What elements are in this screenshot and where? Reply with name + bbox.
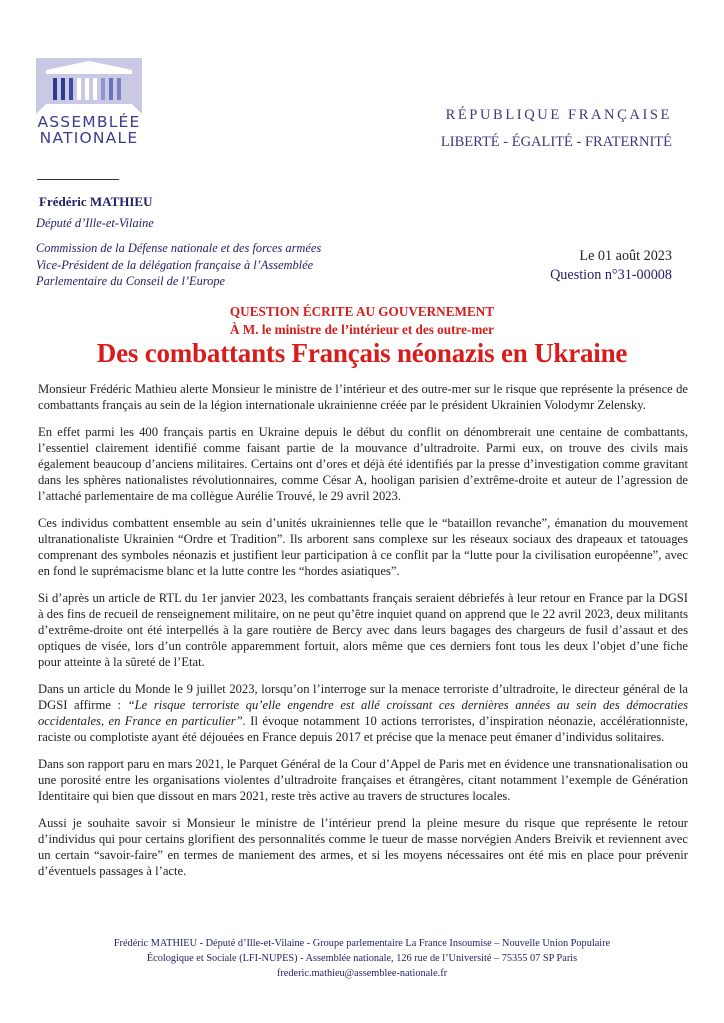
author-vice-president: Vice-Président de la délégation française à l’Assemblée Parlementaire du Conseil de l’Europe <box>36 258 314 288</box>
motto: LIBERTÉ - ÉGALITÉ - FRATERNITÉ <box>440 134 672 150</box>
document-date: Le 01 août 2023 <box>579 248 672 264</box>
paragraph: Ces individus combattent ensemble au sein d’unités ukrainiennes telle que le “bataillon revanche”, émanation du mouvement ultranationaliste Ukrainien “Ordre et Tradition”. Ils arborent sans complexe sur les réseaux sociaux des drapeaux et tatouages comprenant des symboles néonazis et justifient leur participation à ce conflit par la “lutte pour la civilisation européenne”, avec en fond le suprémacisme blanc et la lutte contre les “hordes asiatiques”. <box>38 516 688 578</box>
footer-line-1: Frédéric MATHIEU - Député d’Ille-et-Vilaine - Groupe parlementaire La France Insoumise – Nouvelle Union Populaire <box>113 938 611 949</box>
paragraph: Si d’après un article de RTL du 1er janvier 2023, les combattants français seraient débriefés à leur retour en France par la DGSI à des fins de recueil de renseignement militaire, on ne peut qu’être inquiet quand on apprend que le 22 avril 2023, deux militants d’extrême-droite ont été interpellés à la gare routière de Bercy avec dans leurs bagages des chargeurs de fusil d’assaut et des optiques de visée, lors d’un contrôle apparemment fortuit, alors même que ces derniers font tous les deux l’objet d’une fiche pour atteinte à la sûreté de l’Etat. <box>38 591 688 669</box>
author-commission: Commission de la Défense nationale et des forces armées <box>36 241 322 255</box>
question-type: QUESTION ÉCRITE AU GOUVERNEMENT <box>229 304 495 319</box>
footer-email[interactable]: frederic.mathieu@assemblee-nationale.fr <box>276 968 448 979</box>
paragraph: Monsieur Frédéric Mathieu alerte Monsieur le ministre de l’intérieur et des outre-mer sur le risque que représente la présence de combattants français au sein de la légion internationale ukrainienne créée par le président Ukrainien Volodymr Zelensky. <box>38 382 688 412</box>
republique-francaise: RÉPUBLIQUE FRANÇAISE <box>445 107 672 123</box>
footer-line-2: Écologique et Sociale (LFI-NUPES) - Assemblée nationale, 126 rue de l’Université – 75355 07 SP Paris <box>146 953 578 964</box>
paragraph: En effet parmi les 400 français partis en Ukraine depuis le début du conflit on dénombrerait une centaine de combattants, l’essentiel clairement identifié comme faisant partie de la mouvance d’ultradroite. Parmi eux, on trouve des civils mais également beaucoup d’anciens militaires. Certains ont d’ores et déjà été identifiés par la presse d’investigation comme gravitant dans les sphères nationalistes révolutionnaires, comme César A, hooligan parisien d’extrême-droite et auteur de l’agression de l’attaché parlementaire de ma collègue Aurélie Trouvé, le 29 avril 2023. <box>38 425 688 503</box>
logo-line-2: NATIONALE <box>39 129 139 147</box>
paragraph-text: Dans un article du Monde le 9 juillet 2023, lorsqu’on l’interroge sur la menace terroriste d’ultradroite, le directeur général de la DGSI affirme : <box>38 682 688 712</box>
document-title: Des combattants Français néonazis en Ukraine <box>96 338 628 368</box>
dgsi-quote: “Le risque terroriste qu’elle engendre est allé croissant ces dernières années au sein des démocraties occidentales, en France en particulier”. <box>38 698 688 728</box>
question-number: Question n°31-00008 <box>550 267 672 283</box>
paragraph: Dans son rapport paru en mars 2021, le Parquet Général de la Cour d’Appel de Paris met en évidence une transnationalisation ou une porosité entre les organisations violentes d’ultradroite françaises et étrangères, citant notamment l’exemple de Génération Identitaire qui bien que dissout en mars 2021, reste très active au travers de structures locales. <box>38 757 688 803</box>
logo-line-1: ASSEMBLÉE <box>37 113 141 131</box>
paragraph-text: Il évoque notamment 10 actions terroristes, d’inspiration néonazie, accélérationniste, raciste ou complotiste ayant été déjouées en France depuis 2017 et précise que la menace peut émaner d’individus solitaires. <box>38 714 688 744</box>
palais-bourbon-icon <box>36 58 142 114</box>
assemblee-nationale-logo <box>36 58 142 146</box>
paragraph: Aussi je souhaite savoir si Monsieur le ministre de l’intérieur prend la pleine mesure du risque que représente le retour d’individus qui pour certains glorifient des personnalités comme le tueur de masse norvégien Anders Breivik et reviennent avec un certain “savoir-faire” en termes de maniement des armes, et si les moyens nécessaires ont été mis en place pour prévenir d’éventuels passages à l’acte. <box>38 816 688 878</box>
recipient: À M. le ministre de l’intérieur et des outre-mer <box>229 322 495 337</box>
paragraph <box>38 681 688 745</box>
divider <box>37 179 119 180</box>
document-body <box>38 381 688 890</box>
author-role: Député d’Ille-et-Vilaine <box>36 216 154 230</box>
footer <box>0 936 724 981</box>
author-name: Frédéric MATHIEU <box>39 194 153 209</box>
